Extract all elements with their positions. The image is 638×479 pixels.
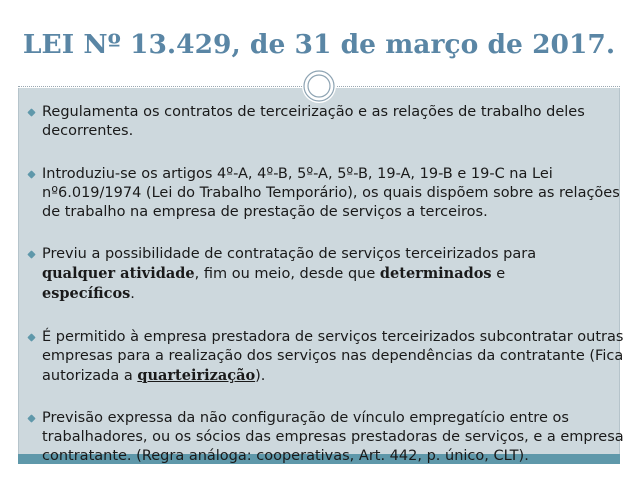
double-ring-ornament-icon [302,69,336,103]
bullet-text-part: Previsão expressa da não configuração de vínculo empregatício entre os trabalhadores, ou os sócios das empresas prestadoras de serviços, e a empresa contratante. [42,410,624,464]
bold-phrase: determinados [379,265,492,282]
bullet-text-part: , fim ou meio, desde que [194,266,376,282]
diamond-bullet-icon [27,414,35,422]
bullet-list [24,103,624,466]
slide-title: LEI Nº 13.429, de 31 de março de 2017. [22,29,616,60]
bullet-text-part: e [491,266,506,282]
bullet-text-part: Previu a possibilidade de contratação de serviços terceirizados para [42,246,537,262]
list-item [24,328,624,386]
underlined-bold-phrase: quarteirização [137,367,256,384]
bold-phrase: específicos [42,285,131,302]
list-item [24,103,624,141]
bullet-text-part: (Regra análoga: cooperativas, Art. 442, p. único, CLT). [136,448,529,464]
bullet-text: Regulamenta os contratos de terceirização e as relações de trabalho deles decorrentes. [42,104,585,139]
diamond-bullet-icon [27,170,35,178]
list-item [24,165,624,222]
list-item [24,409,624,466]
panel-left-border [18,88,19,464]
diamond-bullet-icon [27,250,35,258]
bullet-text: Introduziu-se os artigos 4º-A, 4º-B, 5º-A, 5º-B, 19-A, 19-B e 19-C na Lei nº6.019/1974 (Lei do Trabalho Temporário), os quais dispõem sobre as relações de trabalho na empresa de prestação de serviços a terceiros. [42,166,620,220]
bullet-text-part: ). [255,368,266,384]
diamond-bullet-icon [27,108,35,116]
list-item [24,245,624,304]
bullet-text-part: . [130,286,135,302]
bullet-text-part: É permitido à empresa prestadora de serviços terceirizados subcontratar outras empresas para a realização dos serviços nas dependências da contratante (Fica autorizada a [42,329,624,384]
diamond-bullet-icon [27,333,35,341]
bold-phrase: qualquer atividade [42,265,195,282]
